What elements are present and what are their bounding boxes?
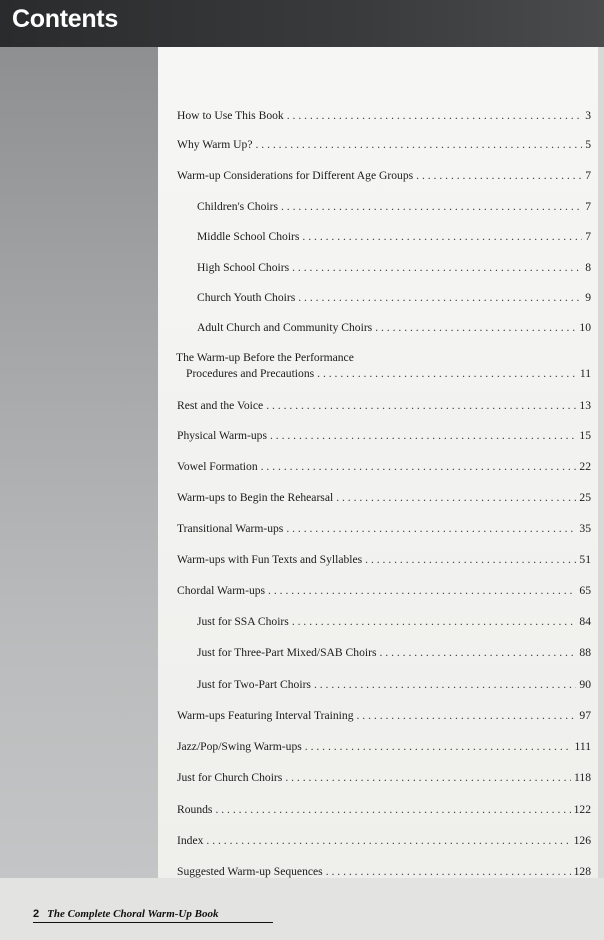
toc-entry-title: Physical Warm-ups — [177, 429, 267, 442]
dot-leader — [379, 645, 576, 660]
dot-leader — [261, 459, 577, 474]
toc-entry-page-number: 35 — [579, 522, 591, 535]
toc-entry-page-number: 25 — [579, 491, 591, 504]
toc-entry-page-number: 51 — [579, 553, 591, 566]
dot-leader — [326, 864, 571, 879]
toc-entry-page-number: 126 — [573, 834, 591, 847]
toc-entry-title: Middle School Choirs — [197, 230, 300, 243]
toc-entry[interactable] — [197, 677, 591, 692]
toc-entry[interactable] — [177, 459, 591, 474]
toc-entry-page-number: 90 — [579, 678, 591, 691]
dot-leader — [375, 320, 576, 335]
dot-leader — [314, 677, 576, 692]
toc-entry-title: Adult Church and Community Choirs — [197, 321, 373, 334]
toc-entry[interactable] — [197, 320, 591, 335]
toc-entry[interactable] — [177, 708, 591, 723]
toc-entry[interactable] — [177, 108, 591, 123]
dot-leader — [268, 583, 576, 598]
toc-entry-page-number: 10 — [579, 321, 591, 334]
toc-entry-title: Warm-ups to Begin the Rehearsal — [177, 491, 334, 504]
toc-entry[interactable] — [197, 199, 591, 214]
dot-leader — [286, 521, 576, 536]
dot-leader — [298, 290, 582, 305]
toc-entry[interactable] — [177, 137, 591, 152]
dot-leader — [270, 428, 576, 443]
toc-entry-page-number: 13 — [579, 399, 591, 412]
dot-leader — [287, 108, 582, 123]
toc-entry-page-number: 128 — [573, 865, 591, 878]
toc-entry-title: Index — [177, 834, 204, 847]
dot-leader — [215, 802, 570, 817]
toc-entry[interactable] — [197, 260, 591, 275]
toc-entry-title: Just for Two-Part Choirs — [197, 678, 311, 691]
toc-entry-title: Children's Choirs — [197, 200, 278, 213]
toc-entry-page-number: 22 — [579, 460, 591, 473]
toc-entry-title: Chordal Warm-ups — [177, 584, 266, 597]
toc-entry-page-number: 122 — [573, 803, 591, 816]
footer-page-number: 2 — [33, 908, 40, 920]
toc-entry-page-number: 118 — [574, 771, 591, 784]
dot-leader — [357, 708, 577, 723]
toc-entry-page-number: 97 — [579, 709, 591, 722]
toc-entry-page-number: 88 — [579, 646, 591, 659]
toc-entry[interactable] — [177, 583, 591, 598]
toc-entry-page-number: 84 — [579, 615, 591, 628]
toc-entry[interactable] — [197, 290, 591, 305]
dot-leader — [285, 770, 571, 785]
toc-entry-title: Rest and the Voice — [177, 399, 264, 412]
footer-book-title: The Complete Choral Warm-Up Book — [47, 908, 219, 920]
dot-leader — [336, 490, 576, 505]
toc-entry-title: Transitional Warm-ups — [177, 522, 284, 535]
toc-entry[interactable] — [177, 552, 591, 567]
toc-entry-page-number: 111 — [574, 740, 591, 753]
toc-entry-first-line: The Warm-up Before the Performance — [176, 351, 354, 364]
toc-entry-title: Warm-up Considerations for Different Age Groups — [177, 169, 414, 182]
dot-leader — [292, 260, 582, 275]
page-title: Contents — [12, 5, 118, 33]
toc-entry-title: Just for Three-Part Mixed/SAB Choirs — [197, 646, 377, 659]
toc-entry[interactable] — [177, 833, 591, 848]
toc-entry-page-number: 8 — [585, 261, 591, 274]
toc-entry[interactable] — [177, 490, 591, 505]
toc-entry[interactable] — [177, 770, 591, 785]
toc-entry[interactable] — [177, 521, 591, 536]
toc-entry-title: Warm-ups with Fun Texts and Syllables — [177, 553, 363, 566]
toc-entry-title: Just for Church Choirs — [177, 771, 283, 784]
dot-leader — [206, 833, 570, 848]
toc-entry-title: Why Warm Up? — [177, 138, 253, 151]
toc-entry[interactable] — [177, 398, 591, 413]
toc-entry[interactable] — [177, 864, 591, 879]
toc-entry[interactable] — [177, 428, 591, 443]
toc-entry-page-number: 7 — [585, 230, 591, 243]
dot-leader — [281, 199, 582, 214]
toc-entry-title: Jazz/Pop/Swing Warm-ups — [177, 740, 302, 753]
toc-entry[interactable] — [197, 229, 591, 244]
toc-entry-page-number: 5 — [585, 138, 591, 151]
toc-entry-title: How to Use This Book — [177, 109, 284, 122]
toc-entry-title: Rounds — [177, 803, 213, 816]
toc-entry-page-number: 15 — [579, 429, 591, 442]
toc-entry-title: Vowel Formation — [177, 460, 258, 473]
toc-entry-title: Church Youth Choirs — [197, 291, 296, 304]
toc-entry-title: Warm-ups Featuring Interval Training — [177, 709, 354, 722]
toc-entry-page-number: 11 — [579, 367, 591, 380]
dot-leader — [292, 614, 577, 629]
toc-entry[interactable] — [197, 614, 591, 629]
dot-leader — [255, 137, 582, 152]
toc-entry[interactable] — [186, 366, 591, 381]
toc-entry-page-number: 3 — [585, 109, 591, 122]
toc-entry-title: Suggested Warm-up Sequences — [177, 865, 323, 878]
toc-entry-title: Just for SSA Choirs — [197, 615, 289, 628]
dot-leader — [416, 168, 582, 183]
dot-leader — [317, 366, 577, 381]
toc-entry-page-number: 65 — [579, 584, 591, 597]
toc-entry[interactable] — [177, 168, 591, 183]
dot-leader — [266, 398, 576, 413]
footer-line — [33, 908, 273, 923]
toc-entry-title: High School Choirs — [197, 261, 290, 274]
dot-leader — [305, 739, 572, 754]
toc-entry-page-number: 9 — [585, 291, 591, 304]
toc-entry-page-number: 7 — [585, 169, 591, 182]
toc-entry[interactable] — [177, 802, 591, 817]
toc-entry-title: Procedures and Precautions — [186, 367, 315, 380]
toc-entry[interactable] — [177, 739, 591, 754]
toc-entry-page-number: 7 — [585, 200, 591, 213]
dot-leader — [302, 229, 582, 244]
toc-entry[interactable] — [197, 645, 591, 660]
dot-leader — [365, 552, 576, 567]
